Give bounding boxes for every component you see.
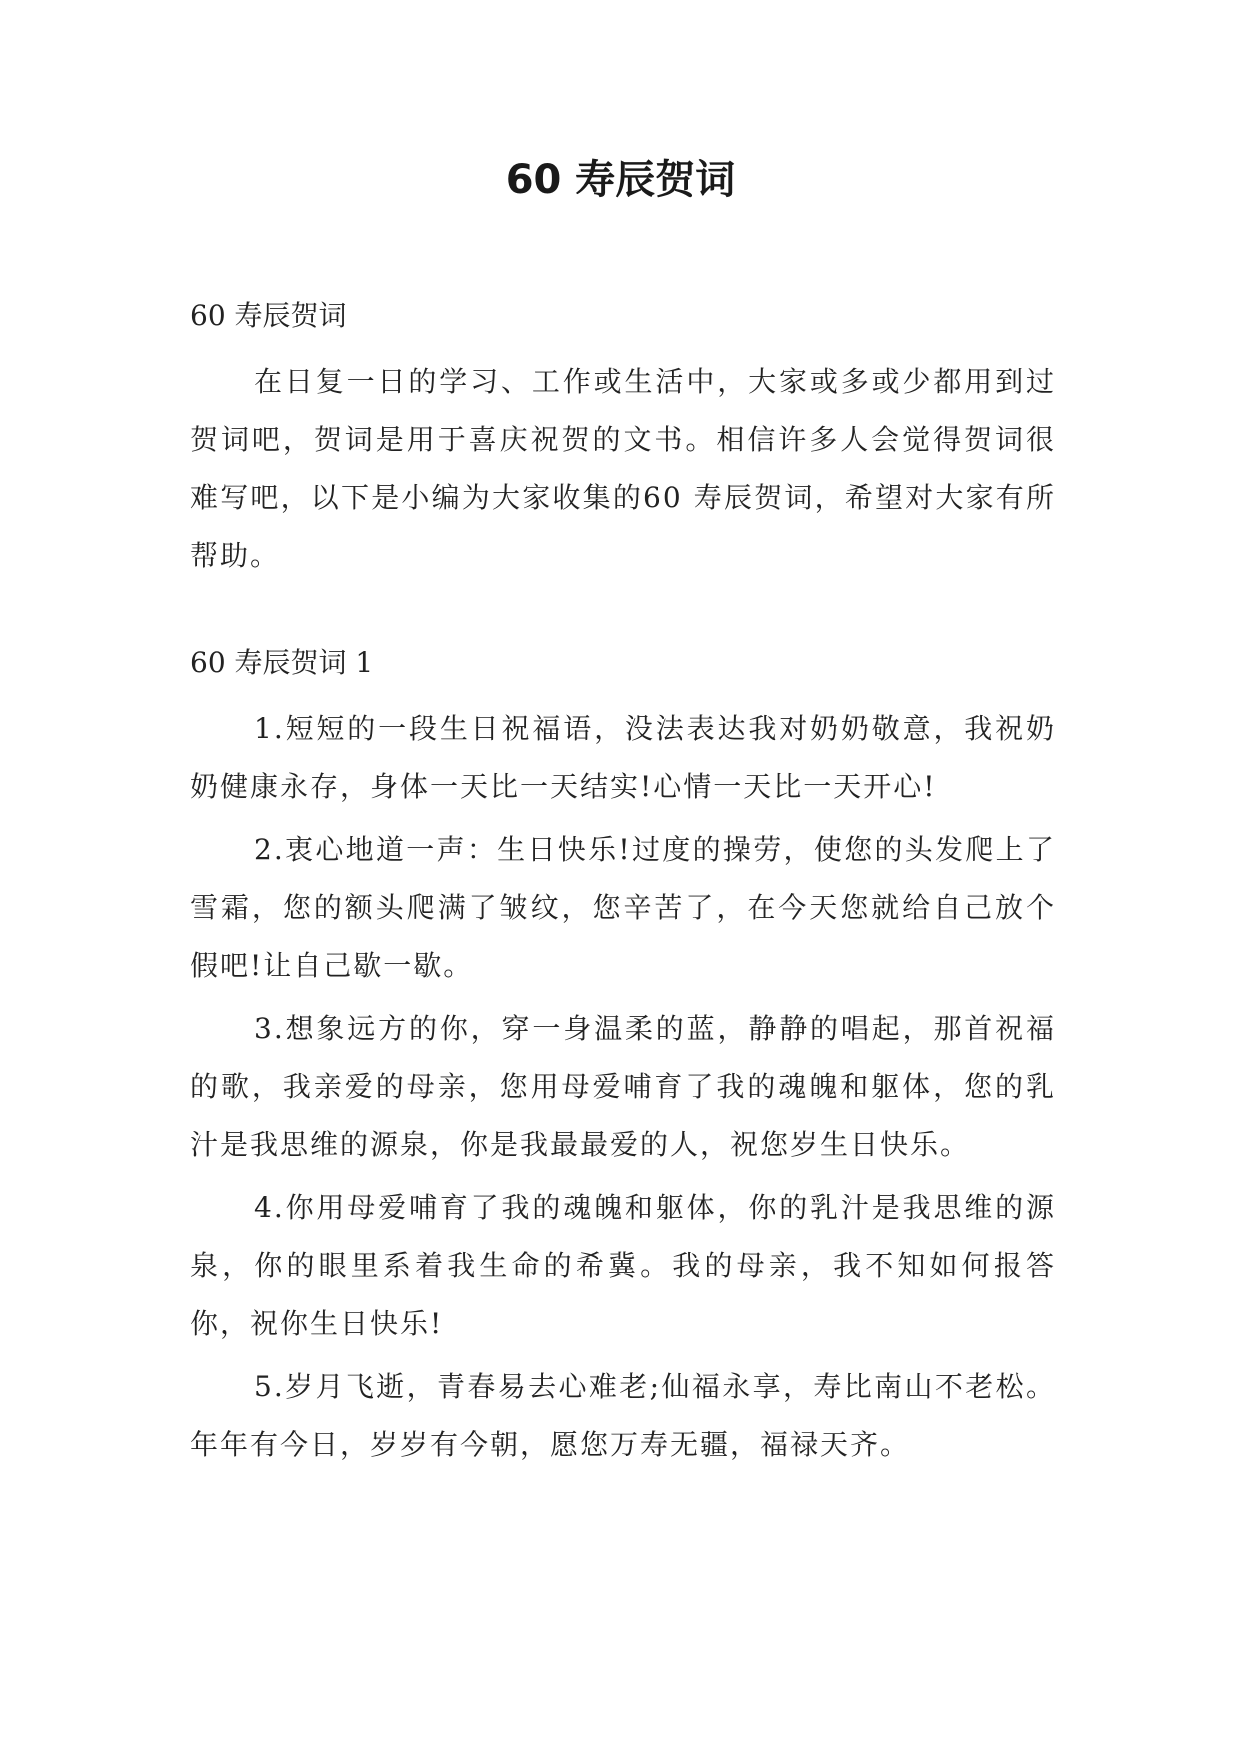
intro-heading: 60 寿辰贺词 — [190, 299, 347, 332]
section-heading: 60 寿辰贺词 1 — [190, 646, 374, 679]
intro-paragraph: 在日复一日的学习、工作或生活中，大家或多或少都用到过贺词吧，贺词是用于喜庆祝贺的文书。相信许多人会觉得贺词很难写吧，以下是小编为大家收集的60 寿辰贺词，希望对大家有所帮助。 — [190, 365, 1056, 572]
intro-section — [190, 296, 1056, 585]
greeting-item: 4.你用母爱哺育了我的魂魄和躯体，你的乳汁是我思维的源泉，你的眼里系着我生命的希冀。我的母亲，我不知如何报答你，祝你生日快乐! — [190, 1191, 1056, 1340]
greeting-item: 1.短短的一段生日祝福语，没法表达我对奶奶敬意，我祝奶奶健康永存，身体一天比一天结实!心情一天比一天开心! — [190, 712, 1056, 803]
greeting-item: 3.想象远方的你，穿一身温柔的蓝，静静的唱起，那首祝福的歌，我亲爱的母亲，您用母爱哺育了我的魂魄和躯体，您的乳汁是我思维的源泉，你是我最最爱的人，祝您岁生日快乐。 — [190, 1012, 1056, 1161]
greetings-section — [190, 643, 1056, 1474]
greeting-item: 5.岁月飞逝，青春易去心难老;仙福永享，寿比南山不老松。年年有今日，岁岁有今朝，愿您万寿无疆，福禄天齐。 — [190, 1370, 1056, 1461]
document-title: 60 寿辰贺词 — [505, 157, 736, 203]
greeting-item: 2.衷心地道一声：生日快乐!过度的操劳，使您的头发爬上了雪霜，您的额头爬满了皱纹，您辛苦了，在今天您就给自己放个假吧!让自己歇一歇。 — [190, 833, 1056, 982]
